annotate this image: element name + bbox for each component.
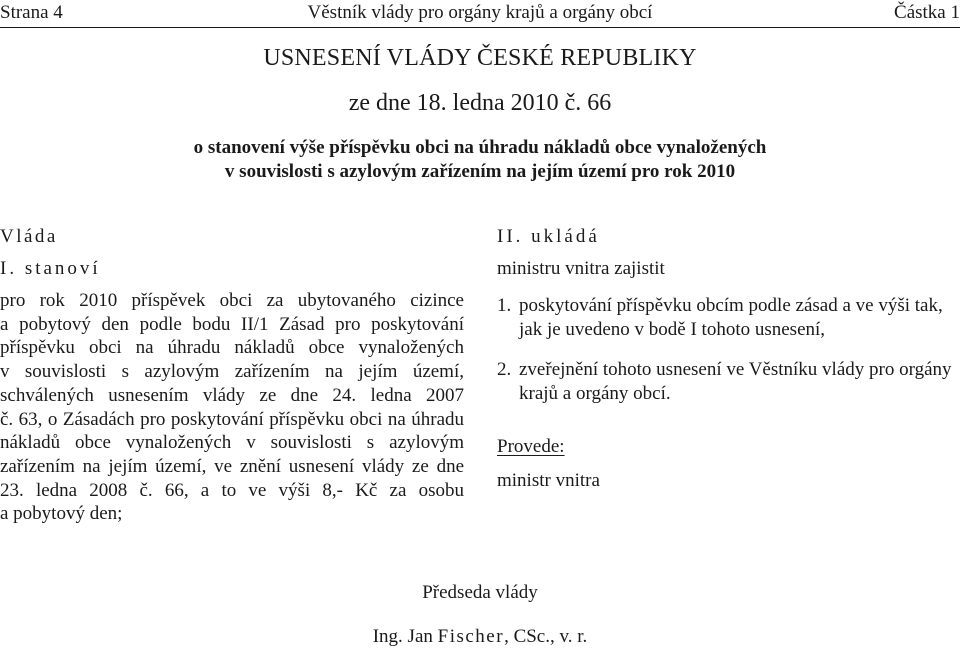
paragraph-line: 23. ledna 2008 č. 66, a to ve výši 8,- Kč za osobu (0, 479, 464, 501)
paragraph-line: zařízením na jejím území, ve znění usnesení vlády ze dne (0, 455, 464, 477)
list-item-number: 1. (497, 295, 512, 316)
page-number: Strana 4 (0, 2, 63, 23)
section-two-heading: II. ukládá (497, 226, 600, 247)
executor-label: Provede: (497, 436, 565, 457)
paragraph-line: schválených usnesením vlády ze dne 24. ledna 2007 (0, 384, 464, 406)
signature-name-suffix: , CSc., v. r. (504, 626, 588, 647)
addressee-line: ministru vnitra zajistit (497, 258, 665, 279)
paragraph-line: a pobytový den; (0, 503, 123, 525)
section-one-paragraph (0, 289, 464, 526)
executor-name: ministr vnitra (497, 470, 600, 491)
signature-name-prefix: Ing. Jan (372, 626, 438, 647)
section-one-heading: I. stanoví (0, 258, 101, 279)
document-title: USNESENÍ VLÁDY ČESKÉ REPUBLIKY (263, 45, 697, 71)
paragraph-line: pro rok 2010 příspěvek obci za ubytovaného cizince (0, 290, 464, 311)
document-subject (0, 136, 960, 184)
paragraph-line: č. 63, o Zásadách pro poskytování příspěvku obci na úhradu (0, 408, 464, 430)
government-label: Vláda (0, 226, 58, 247)
signature-surname: Fischer (437, 626, 505, 647)
page-header (0, 2, 960, 24)
subject-line-2: v souvislosti s azylovým zařízením na jejím území pro rok 2010 (224, 161, 736, 182)
paragraph-line: v souvislosti s azylovým zařízením na jejím území, (0, 361, 464, 383)
issue-number: Částka 1 (894, 2, 960, 23)
paragraph-line: příspěvku obci na úhradu nákladů obce vynaložených (0, 337, 464, 359)
document-date: ze dne 18. ledna 2010 č. 66 (348, 90, 612, 116)
subject-line-1: o stanovení výše příspěvku obci na úhradu nákladů obce vynaložených (193, 137, 767, 158)
paragraph-line: nákladů obce vynaložených v souvislosti s azylovým (0, 432, 464, 454)
paragraph-line: a pobytový den podle bodu II/1 Zásad pro poskytování (0, 313, 464, 335)
list-item-number: 2. (497, 359, 512, 380)
journal-title: Věstník vlády pro orgány krajů a orgány obcí (307, 2, 653, 23)
list-item-text: poskytování příspěvku obcím podle zásad a ve výši tak, jak je uvedeno v bodě I tohoto usnesení, (519, 295, 943, 340)
header-divider (0, 27, 960, 28)
signature-title: Předseda vlády (422, 582, 538, 603)
signature-name (0, 626, 960, 648)
list-item-text: zveřejnění tohoto usnesení ve Věstníku vlády pro orgány krajů a orgány obcí. (519, 359, 952, 404)
